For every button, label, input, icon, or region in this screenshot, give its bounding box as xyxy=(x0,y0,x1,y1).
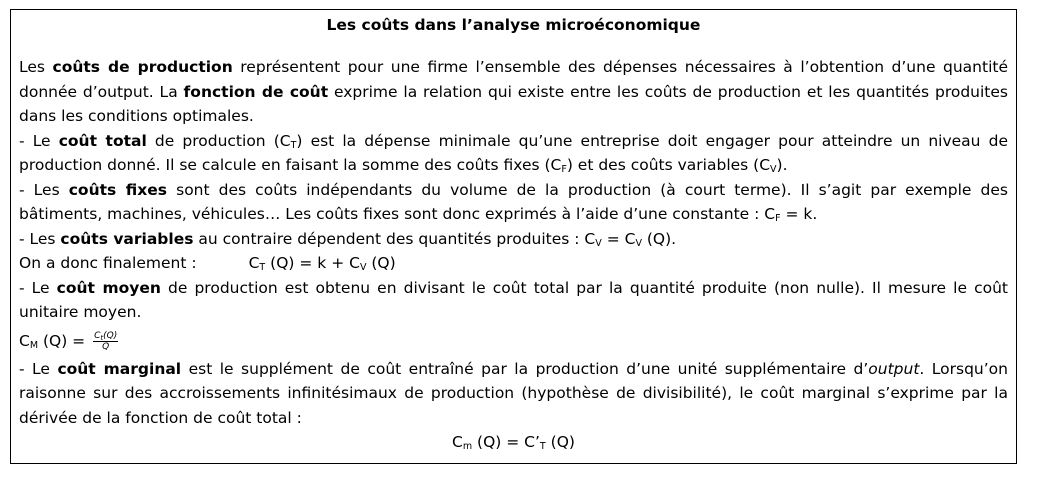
fraction-ct-over-q: $\frac{C_t(Q)}{Q}$ xyxy=(94,330,118,352)
paragraph-cout-moyen: - Le coût moyen de production est obtenu en divisant le coût total par la quantité produite (non nulle). Il mesure le coût unitaire moyen. xyxy=(19,278,1008,321)
paragraph-cout-marginal: - Le coût marginal est le supplément de coût entraîné par la production d’une unité supplémentaire d’output. Lorsqu’on raisonne sur des accroissements infinitésimaux de production (hypothèse de divisibilité), le coût marginal s’exprime par la dérivée de la fonction de coût total : xyxy=(19,359,1008,427)
formula-cout-moyen: $C_M$ (Q) = $\frac{C_t(Q)}{Q}$ xyxy=(19,330,118,352)
document-title: Les coûts dans l’analyse microéconomique xyxy=(326,16,701,34)
term-cout-total: coût total xyxy=(58,131,147,150)
term-couts-variables: coûts variables xyxy=(60,229,194,248)
term-cout-marginal: coût marginal xyxy=(57,359,182,378)
term-couts-production: coûts de production xyxy=(52,58,233,76)
formula-cout-total: On a donc finalement : $C_T$ $(Q) = k + C_V$ (Q) xyxy=(19,254,396,273)
term-output-italic: output xyxy=(868,359,920,378)
paragraph-couts-fixes: - Les coûts fixes sont des coûts indépendants du volume de la production (à court terme). Il s’agit par exemple des bâtiments, machines, véhicules… Les coûts fixes sont donc exprimés à l’aide d’une constante : $C_F = k$. xyxy=(19,180,1008,224)
term-fonction-de-cout: fonction de coût xyxy=(183,82,329,101)
paragraph-couts-variables: - Les coûts variables au contraire dépendent des quantités produites : $C_V = C_V$ (Q). xyxy=(19,229,677,249)
term-couts-fixes: coûts fixes xyxy=(68,180,168,199)
document-box xyxy=(10,9,1017,464)
paragraph-couts-production: Les coûts de production représentent pour une firme l’ensemble des dépenses nécessaires à l’obtention d’une quantité donnée d’output. La fonction de coût exprime la relation qui existe entre les coûts de production et les quantités produites dans les conditions optimales. xyxy=(19,58,1008,125)
paragraph-cout-total: - Le coût total de production $(C_T)$ est la dépense minimale qu’une entreprise doit engager pour atteindre un niveau de production donné. Il se calcule en faisant la somme des coûts fixes $(C_F)$ et des coûts variables $(C_V)$. xyxy=(19,131,1008,175)
term-cout-moyen: coût moyen xyxy=(56,278,161,297)
formula-cout-marginal: $C_m$ $(Q) = C’_T$ (Q) xyxy=(452,433,575,452)
